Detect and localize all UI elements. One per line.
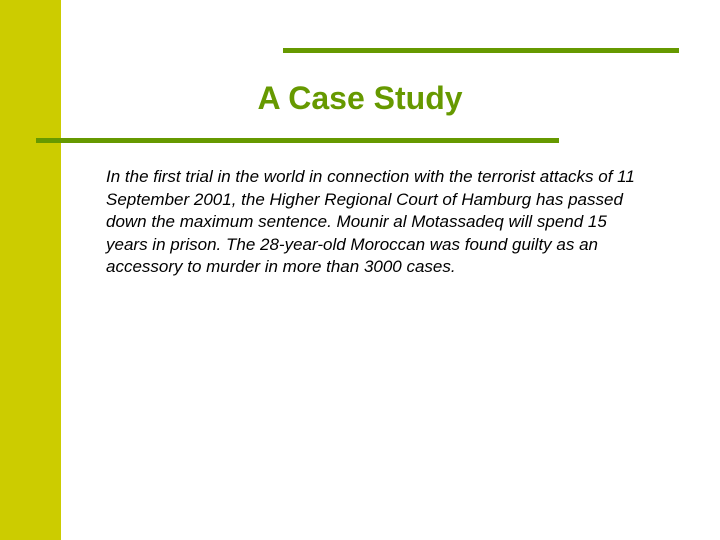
- top-accent-rule: [283, 48, 679, 53]
- body-line: down the maximum sentence. Mounir al Motassadeq will spend 15: [106, 212, 607, 231]
- bottom-accent-rule: [36, 138, 559, 143]
- body-line: September 2001, the Higher Regional Court of Hamburg has passed: [106, 189, 623, 209]
- left-decorative-band: [0, 0, 61, 540]
- body-line: In the first trial in the world in connection with the terrorist attacks of 11: [106, 167, 635, 186]
- body-line: years in prison. The 28-year-old Moroccan was found guilty as an: [106, 234, 598, 254]
- slide-title: A Case Study: [257, 80, 463, 116]
- body-paragraph: [106, 166, 686, 279]
- body-line: accessory to murder in more than 3000 cases.: [106, 257, 456, 276]
